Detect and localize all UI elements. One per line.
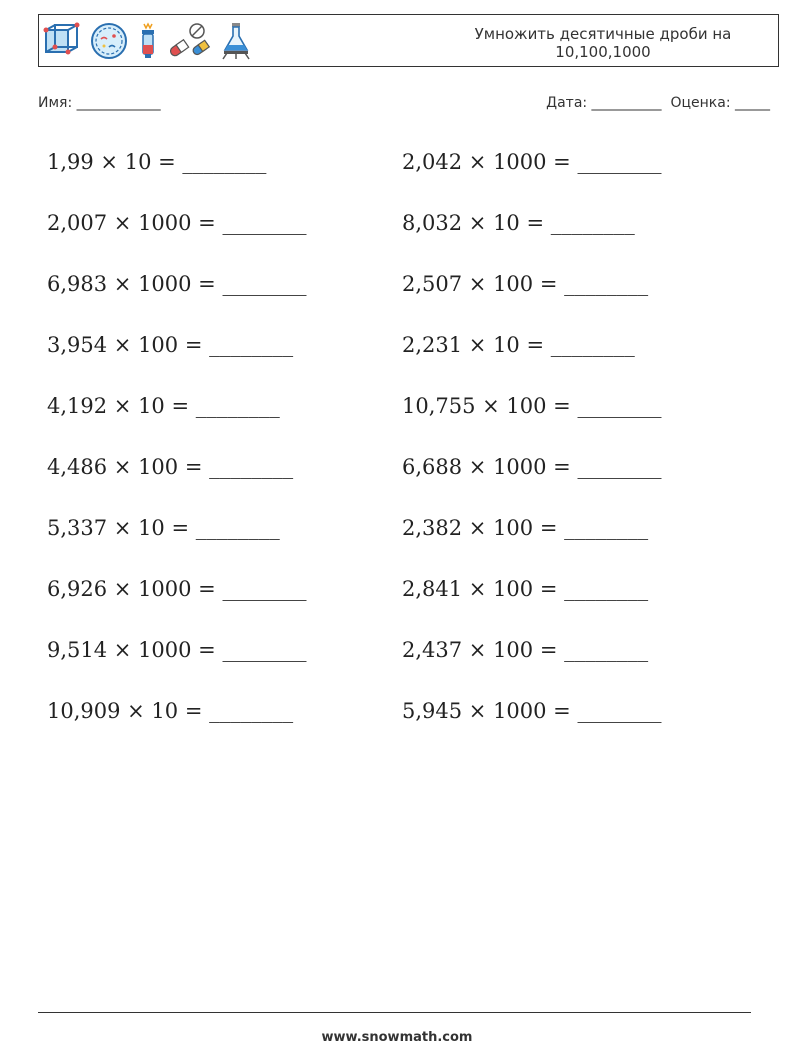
problem-18: 2,437 × 100 = ________ (402, 638, 649, 662)
date-field: Дата: __________ (546, 95, 662, 111)
problem-3: 2,007 × 1000 = ________ (47, 211, 307, 235)
header-icons (43, 21, 253, 61)
worksheet-title (438, 25, 768, 61)
problem-10: 10,755 × 100 = ________ (402, 394, 662, 418)
test-tube-icon (137, 21, 159, 61)
problem-16: 2,841 × 100 = ________ (402, 577, 649, 601)
problem-5: 6,983 × 1000 = ________ (47, 272, 307, 296)
problem-15: 6,926 × 1000 = ________ (47, 577, 307, 601)
problem-2: 2,042 × 1000 = ________ (402, 150, 662, 174)
pills-icon (167, 21, 211, 61)
problem-7: 3,954 × 100 = ________ (47, 333, 294, 357)
problem-20: 5,945 × 1000 = ________ (402, 699, 662, 723)
name-field: Имя: ____________ (38, 95, 161, 111)
problem-11: 4,486 × 100 = ________ (47, 455, 294, 479)
footer-divider (38, 1012, 751, 1013)
worksheet-header (38, 14, 779, 67)
problem-6: 2,507 × 100 = ________ (402, 272, 649, 296)
problem-19: 10,909 × 10 = ________ (47, 699, 294, 723)
petri-dish-icon (89, 21, 129, 61)
problem-17: 9,514 × 1000 = ________ (47, 638, 307, 662)
problem-12: 6,688 × 1000 = ________ (402, 455, 662, 479)
cube-icon (43, 22, 81, 60)
problem-4: 8,032 × 10 = ________ (402, 211, 635, 235)
date-score-fields (546, 95, 770, 111)
problem-13: 5,337 × 10 = ________ (47, 516, 280, 540)
footer-site: www.snowmath.com (321, 1030, 473, 1045)
title-line-2: 10,100,1000 (555, 43, 651, 61)
flask-icon (219, 21, 253, 61)
problem-14: 2,382 × 100 = ________ (402, 516, 649, 540)
score-field: Оценка: _____ (670, 95, 770, 111)
title-line-1: Умножить десятичные дроби на (474, 25, 732, 43)
problem-8: 2,231 × 10 = ________ (402, 333, 635, 357)
problem-9: 4,192 × 10 = ________ (47, 394, 280, 418)
problem-1: 1,99 × 10 = ________ (47, 150, 267, 174)
